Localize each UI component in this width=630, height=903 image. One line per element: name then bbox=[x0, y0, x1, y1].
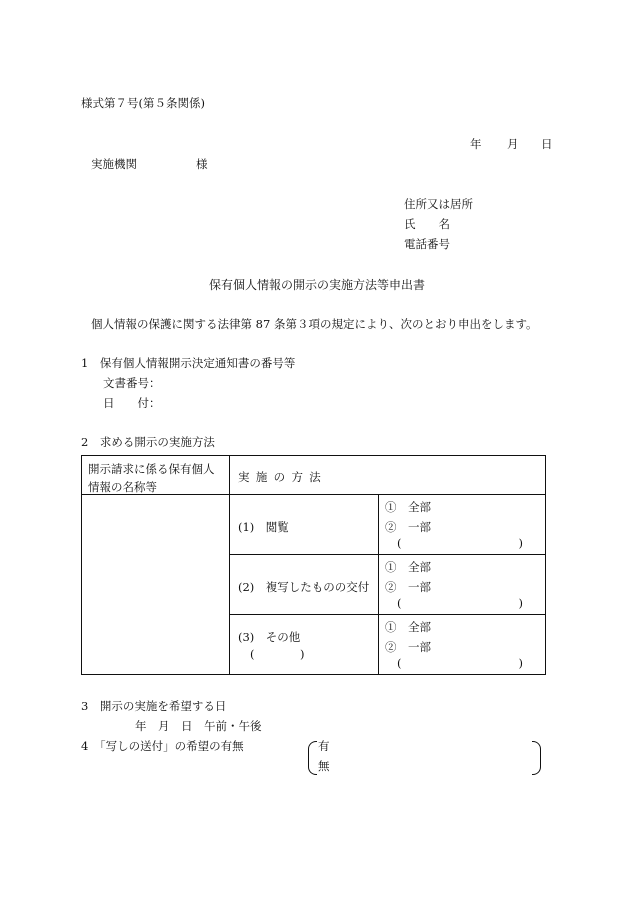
header-info-name bbox=[82, 456, 230, 495]
other-open-paren: ( bbox=[250, 647, 255, 661]
form-number: 様式第７号(第５条関係) bbox=[81, 96, 205, 110]
other-close-paren: ) bbox=[300, 647, 305, 661]
addressee-org: 実施機関 bbox=[91, 157, 137, 171]
option-yes[interactable]: 有 bbox=[318, 739, 330, 753]
section1-date: 日 付： bbox=[103, 396, 161, 410]
applicant-name-label: 氏 名 bbox=[404, 217, 450, 231]
info-name-cell[interactable] bbox=[82, 495, 230, 675]
option-partial[interactable]: ② 一部 bbox=[385, 640, 431, 654]
header-method-label: 実施の方法 bbox=[238, 470, 328, 484]
option-all[interactable]: ① 全部 bbox=[385, 620, 431, 634]
detail-open-paren: ( bbox=[397, 596, 402, 610]
document-title: 保有個人情報の開示の実施方法等申出書 bbox=[209, 278, 426, 292]
method-options-cell bbox=[379, 495, 546, 555]
section1-heading: 1 保有個人情報開示決定通知書の番号等 bbox=[81, 356, 296, 370]
method-options-cell bbox=[379, 615, 546, 675]
detail-open-paren: ( bbox=[397, 536, 402, 550]
option-all[interactable]: ① 全部 bbox=[385, 560, 431, 574]
option-no[interactable]: 無 bbox=[318, 759, 330, 773]
section1-doc-number: 文書番号： bbox=[103, 376, 161, 390]
detail-close-paren: ) bbox=[518, 656, 523, 670]
detail-close-paren: ) bbox=[518, 596, 523, 610]
method-label-cell bbox=[230, 615, 379, 675]
method-options-cell bbox=[379, 555, 546, 615]
method-label: (3) その他 bbox=[238, 630, 301, 644]
left-brace bbox=[308, 741, 317, 775]
option-partial[interactable]: ② 一部 bbox=[385, 520, 431, 534]
section3-date-line: 年 月 日 午前・午後 bbox=[135, 719, 262, 733]
right-brace bbox=[532, 741, 541, 775]
method-label-cell bbox=[230, 555, 379, 615]
intro-text: 個人情報の保護に関する法律第 87 条第３項の規定により、次のとおり申出をします。 bbox=[91, 317, 538, 331]
option-all[interactable]: ① 全部 bbox=[385, 500, 431, 514]
method-label: (2) 複写したものの交付 bbox=[238, 580, 370, 594]
method-label-cell bbox=[230, 495, 379, 555]
section3-heading: 3 開示の実施を希望する日 bbox=[81, 699, 227, 713]
applicant-address-label: 住所又は居所 bbox=[404, 197, 473, 211]
table-header-row bbox=[82, 456, 546, 495]
header-method bbox=[230, 456, 546, 495]
detail-open-paren: ( bbox=[397, 656, 402, 670]
method-table bbox=[81, 455, 546, 675]
applicant-phone-label: 電話番号 bbox=[404, 237, 450, 251]
method-label: (1) 閲覧 bbox=[238, 520, 289, 534]
section4-heading: 4 「写しの送付」の希望の有無 bbox=[81, 739, 244, 753]
section2-heading: 2 求める開示の実施方法 bbox=[81, 435, 215, 449]
detail-close-paren: ) bbox=[518, 536, 523, 550]
header-info-name-line1: 開示請求に係る保有個人 bbox=[88, 462, 215, 476]
option-partial[interactable]: ② 一部 bbox=[385, 580, 431, 594]
date-year: 年 bbox=[470, 137, 482, 151]
date-month: 月 bbox=[507, 137, 519, 151]
addressee-honorific: 様 bbox=[196, 157, 208, 171]
date-day: 日 bbox=[541, 137, 553, 151]
header-info-name-line2: 情報の名称等 bbox=[88, 480, 157, 494]
table-row bbox=[82, 495, 546, 555]
